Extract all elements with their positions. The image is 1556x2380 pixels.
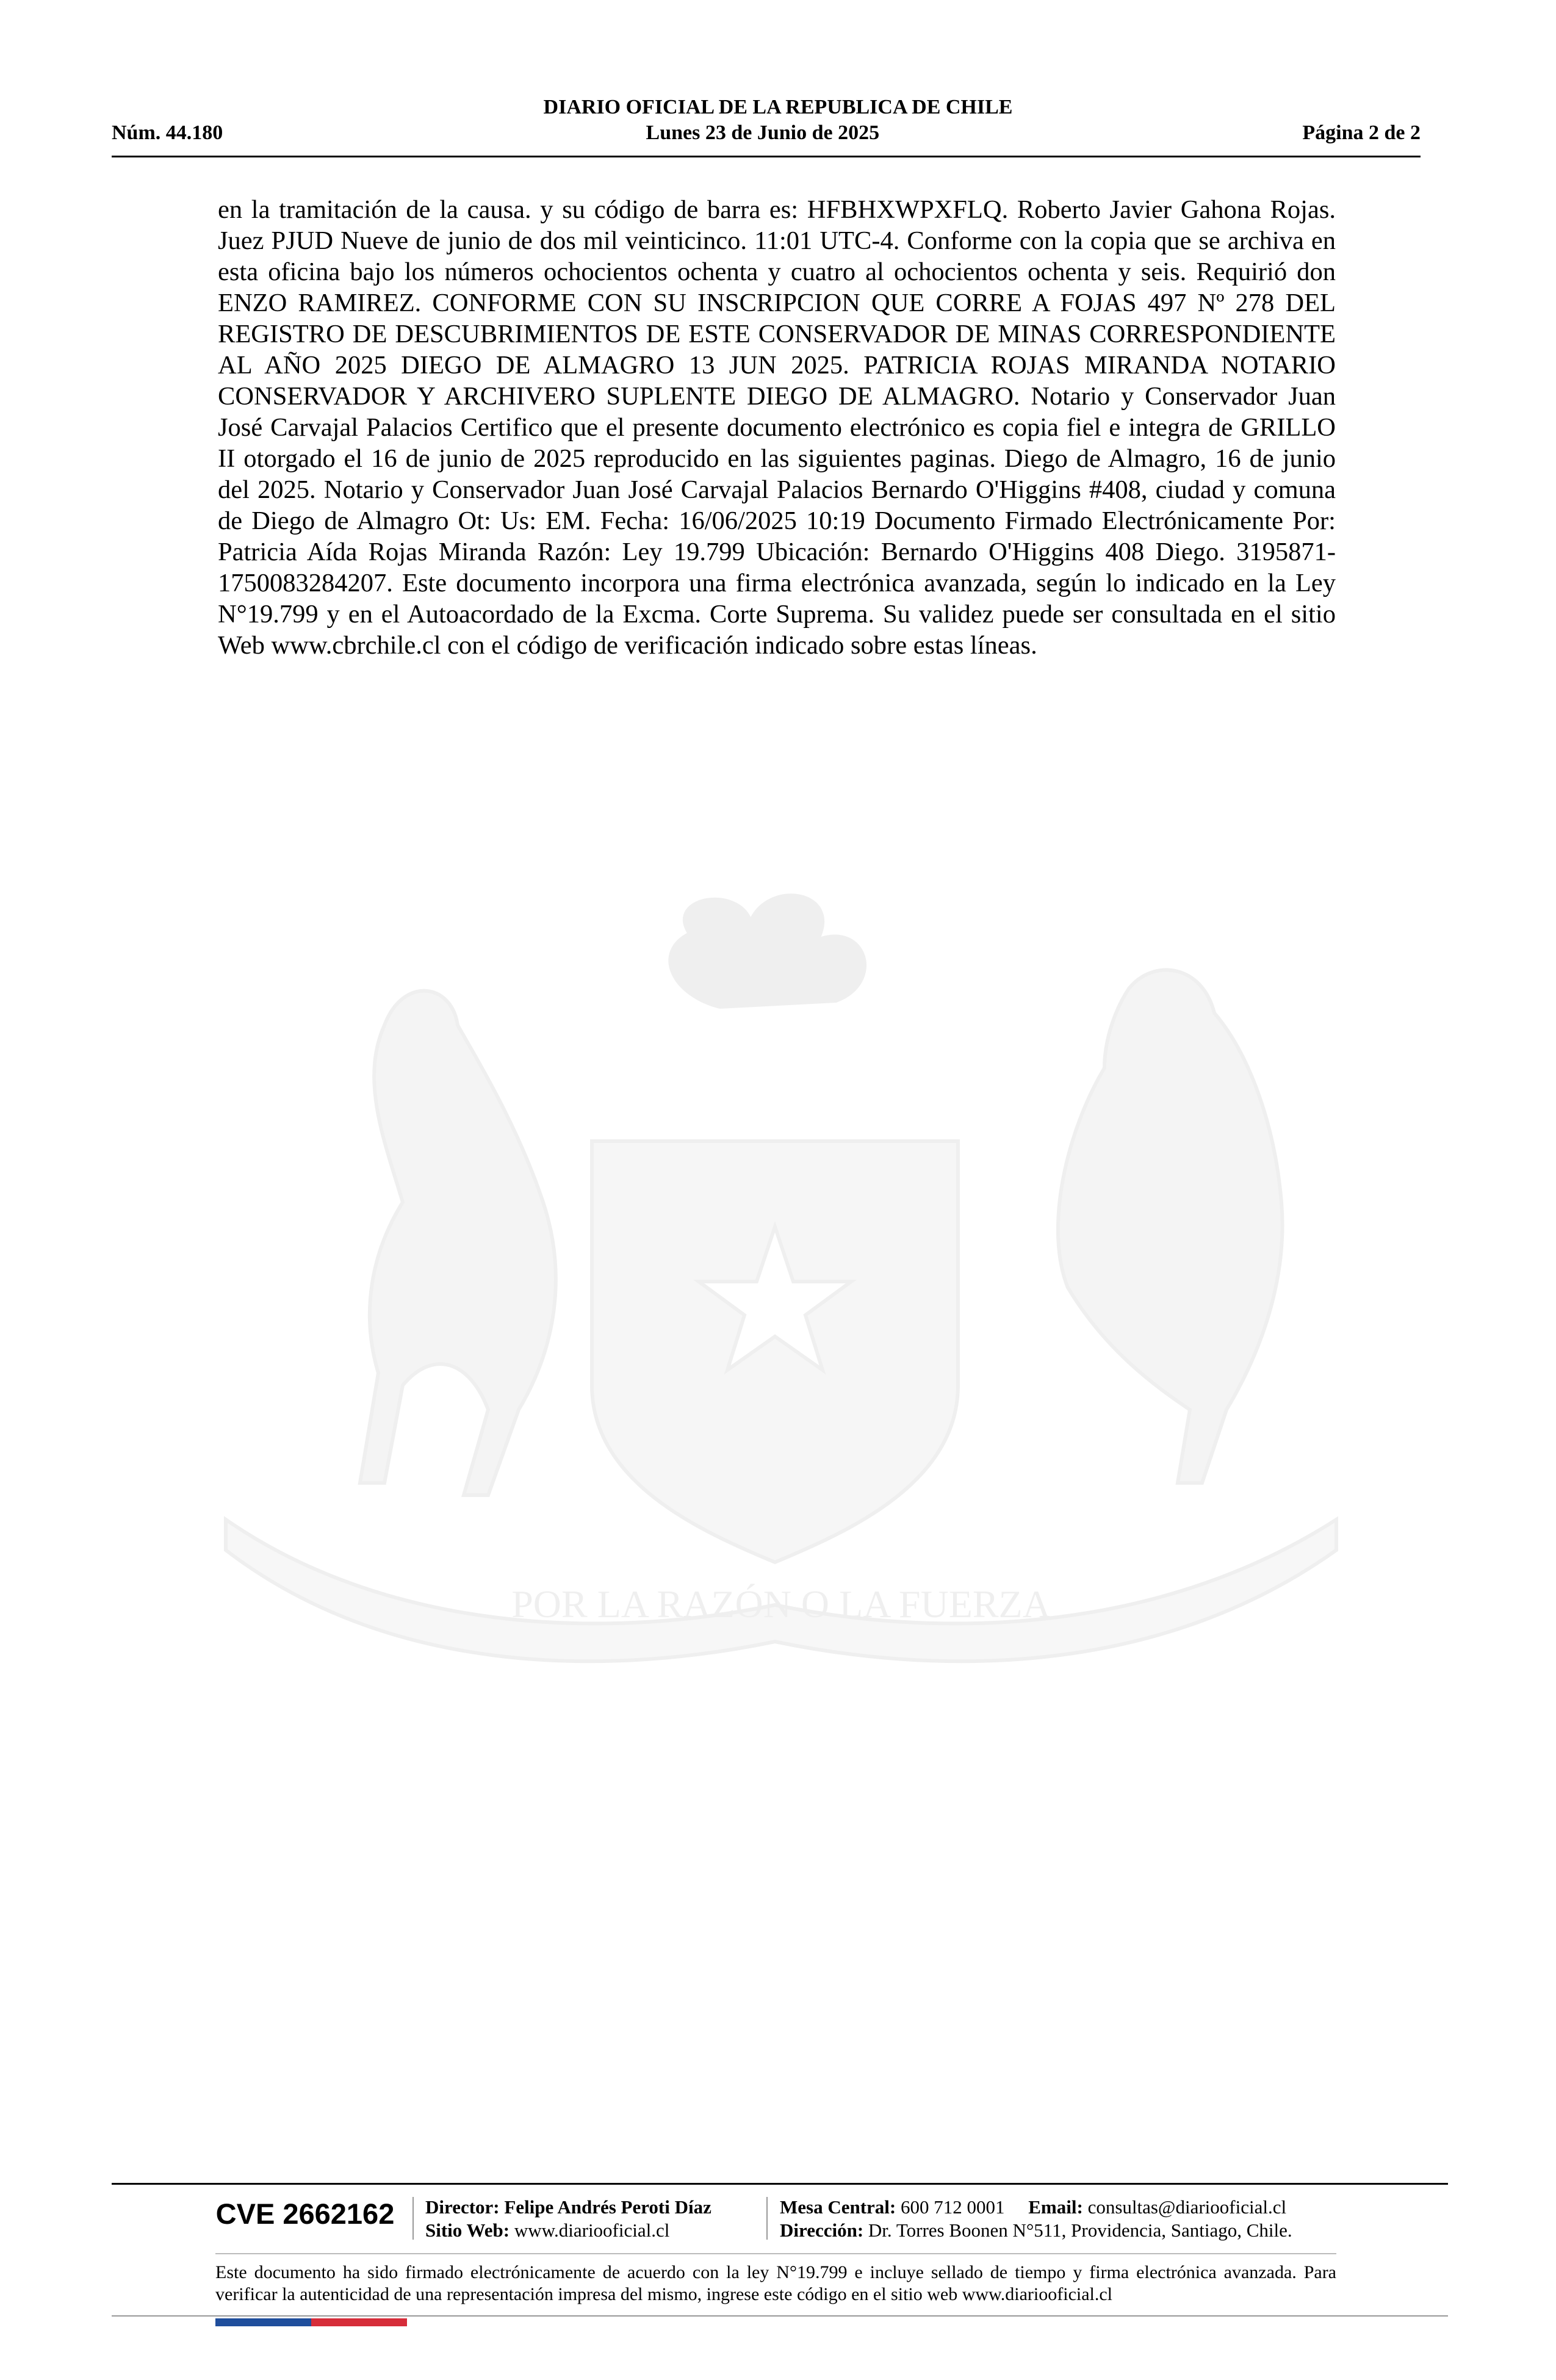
footer-contact-block [780,2196,1292,2242]
issue-number: Núm. 44.180 [112,121,223,144]
phone-label: Mesa Central: [780,2196,896,2218]
director-name: Felipe Andrés Peroti Díaz [504,2196,711,2218]
website-link[interactable]: www.diariooficial.cl [514,2220,670,2241]
header-row [112,121,1421,145]
phone-number: 600 712 0001 [901,2196,1005,2218]
footer-director-block [425,2196,711,2242]
director-line [425,2196,711,2219]
director-label: Director: [425,2196,500,2218]
contact-line [780,2196,1292,2219]
email-label: Email: [1028,2196,1083,2218]
coat-of-arms-watermark [201,885,1361,1684]
address-label: Dirección: [780,2220,864,2241]
footer-verification-note: Este documento ha sido firmado electrónicamente de acuerdo con la ley N°19.799 e incluye sellado de tiempo y firma electrónica avanzada. Para verificar la autenticidad de una representación impresa del mismo, ingrese este código en el sitio web www.diariooficial.cl [215,2262,1336,2304]
website-label: Sitio Web: [425,2220,510,2241]
email-link[interactable]: consultas@diariooficial.cl [1087,2196,1287,2218]
address-value: Dr. Torres Boonen N°511, Providencia, Santiago, Chile. [868,2220,1292,2241]
footer-separator [412,2197,414,2240]
footer-bottom-rule [112,2315,1448,2317]
footer-middle-rule [215,2253,1336,2254]
website-line [425,2219,711,2242]
footer-top-rule [112,2183,1448,2185]
flag-stripe-red [311,2318,407,2326]
newspaper-title: DIARIO OFICIAL DE LA REPUBLICA DE CHILE [543,96,1013,118]
cve-code: CVE 2662162 [215,2198,395,2230]
address-line [780,2219,1292,2242]
page-indicator: Página 2 de 2 [1302,121,1421,144]
document-body-text: en la tramitación de la causa. y su código de barra es: HFBHXWPXFLQ. Roberto Javier Gahona Rojas. Juez PJUD Nueve de junio de dos mil veinticinco. 11:01 UTC-4. Conforme con la copia que se archiva en esta oficina bajo los números ochocientos ochenta y cuatro al ochocientos ochenta y seis. Requirió don ENZO RAMIREZ. CONFORME CON SU INSCRIPCION QUE CORRE A FOJAS 497 Nº 278 DEL REGISTRO DE DESCUBRIMIENTOS DE ESTE CONSERVADOR DE MINAS CORRESPONDIENTE AL AÑO 2025 DIEGO DE ALMAGRO 13 JUN 2025. PATRICIA ROJAS MIRANDA NOTARIO CONSERVADOR Y ARCHIVERO SUPLENTE DIEGO DE ALMAGRO. Notario y Conservador Juan José Carvajal Palacios Certifico que el presente documento electrónico es copia fiel e integra de GRILLO II otorgado el 16 de junio de 2025 reproducido en las siguientes paginas. Diego de Almagro, 16 de junio del 2025. Notario y Conservador Juan José Carvajal Palacios Bernardo O'Higgins #408, ciudad y comuna de Diego de Almagro Ot: Us: EM. Fecha: 16/06/2025 10:19 Documento Firmado Electrónicamente Por: Patricia Aída Rojas Miranda Razón: Ley 19.799 Ubicación: Bernardo O'Higgins 408 Diego. 3195871-1750083284207. Este documento incorpora una firma electrónica avanzada, según lo indicado en la Ley N°19.799 y en el Autoacordado de la Excma. Corte Suprema. Su validez puede ser consultada en el sitio Web www.cbrchile.cl con el código de verificación indicado sobre estas líneas. [218,195,1336,660]
watermark-motto: POR LA RAZÓN O LA FUERZA [511,1582,1051,1626]
flag-stripe-blue [215,2318,311,2326]
footer-separator [766,2197,768,2240]
issue-date: Lunes 23 de Junio de 2025 [646,121,880,144]
header-divider [112,156,1421,157]
